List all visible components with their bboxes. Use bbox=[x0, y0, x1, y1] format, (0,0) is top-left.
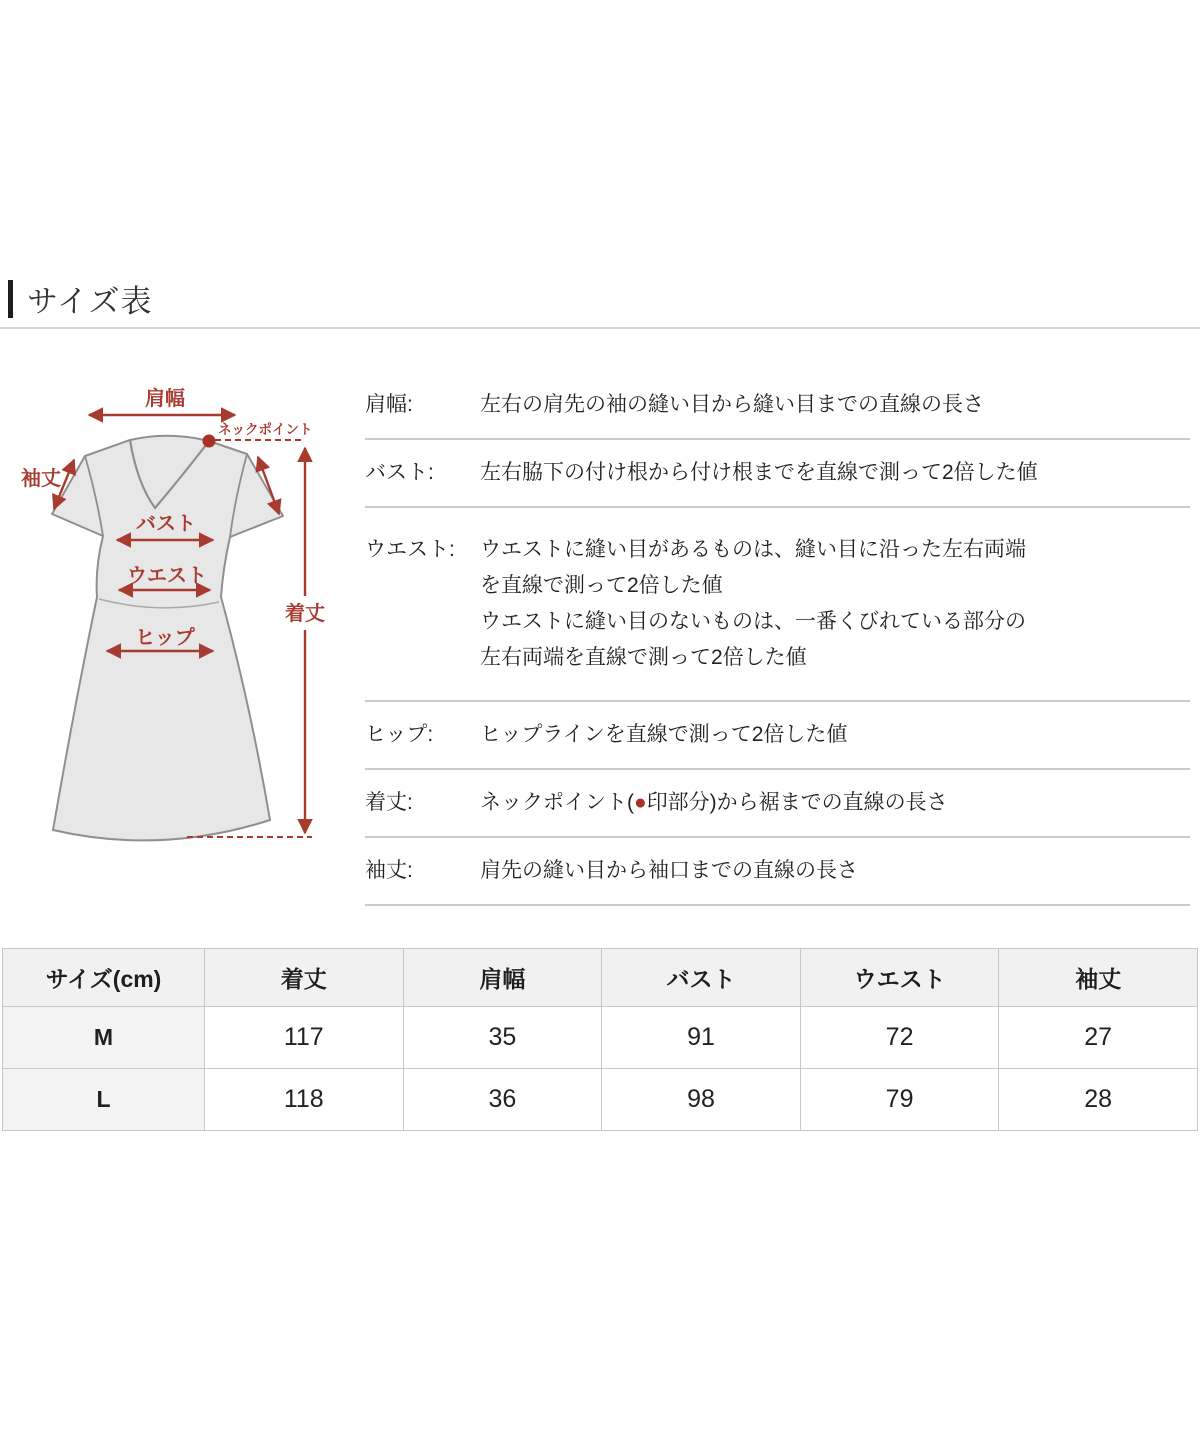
neck-point-label: ネックポイント bbox=[218, 422, 313, 437]
hip-label: ヒップ bbox=[135, 627, 195, 649]
definition-row-hip bbox=[365, 702, 1190, 770]
definition-row-bust bbox=[365, 440, 1190, 508]
column-header-waist: ウエスト bbox=[800, 949, 999, 1007]
neck-point-dot bbox=[203, 435, 216, 448]
definition-line: 肩先の縫い目から袖口までの直線の長さ bbox=[480, 859, 858, 882]
definition-text bbox=[480, 785, 1190, 821]
dress-diagram-svg bbox=[15, 383, 355, 863]
definition-line bbox=[480, 785, 1190, 821]
sleeve-length-label: 袖丈 bbox=[21, 468, 61, 490]
length-label: 着丈 bbox=[285, 603, 325, 625]
definition-term: 袖丈: bbox=[365, 859, 413, 882]
definition-line: 左右両端を直線で測って2倍した値 bbox=[480, 646, 807, 669]
page-title: サイズ表 bbox=[27, 284, 153, 319]
value-cell: 98 bbox=[602, 1069, 801, 1131]
definition-text bbox=[480, 532, 1190, 676]
column-header-bust: バスト bbox=[602, 949, 801, 1007]
definition-term: 着丈: bbox=[365, 791, 413, 814]
table-row-size-l bbox=[3, 1069, 1198, 1131]
value-cell: 117 bbox=[205, 1007, 404, 1069]
definition-term: バスト: bbox=[365, 461, 434, 484]
definition-line: ウエストに縫い目があるものは、縫い目に沿った左右両端 bbox=[480, 538, 1026, 561]
column-header-sleeve: 袖丈 bbox=[999, 949, 1198, 1007]
value-cell: 27 bbox=[999, 1007, 1198, 1069]
red-dot-glyph: ● bbox=[634, 791, 647, 814]
shoulder-width-label: 肩幅 bbox=[145, 388, 185, 410]
title-accent-bar bbox=[8, 280, 13, 318]
column-header-shoulder: 肩幅 bbox=[403, 949, 602, 1007]
definition-row-waist bbox=[365, 508, 1190, 702]
column-header-size: サイズ(cm) bbox=[3, 949, 205, 1007]
section-title-row bbox=[8, 276, 153, 321]
definition-text bbox=[480, 717, 1190, 753]
waist-label: ウエスト bbox=[127, 565, 207, 587]
definition-line: 左右の肩先の袖の縫い目から縫い目までの直線の長さ bbox=[480, 393, 984, 416]
definition-term: ヒップ: bbox=[365, 723, 434, 746]
definition-text bbox=[480, 455, 1190, 491]
bust-label: バスト bbox=[136, 513, 196, 535]
size-table-header-row bbox=[3, 949, 1198, 1007]
dress-measurement-diagram bbox=[15, 383, 355, 863]
value-cell: 91 bbox=[602, 1007, 801, 1069]
definition-line: ウエストに縫い目のないものは、一番くびれている部分の bbox=[480, 610, 1026, 633]
value-cell: 35 bbox=[403, 1007, 602, 1069]
definition-line: を直線で測って2倍した値 bbox=[480, 574, 723, 597]
size-cell: L bbox=[3, 1069, 205, 1131]
definition-text-after-dot: 印部分)から裾までの直線の長さ bbox=[646, 791, 948, 814]
definition-row-length bbox=[365, 770, 1190, 838]
value-cell: 28 bbox=[999, 1069, 1198, 1131]
measurement-definitions-list bbox=[365, 383, 1190, 906]
definition-text-before-dot: ネックポイント( bbox=[480, 791, 634, 814]
definition-line: 左右脇下の付け根から付け根までを直線で測って2倍した値 bbox=[480, 461, 1038, 484]
value-cell: 72 bbox=[800, 1007, 999, 1069]
value-cell: 79 bbox=[800, 1069, 999, 1131]
table-row-size-m bbox=[3, 1007, 1198, 1069]
value-cell: 118 bbox=[205, 1069, 404, 1131]
size-table bbox=[2, 948, 1198, 1131]
definition-term: ウエスト: bbox=[365, 538, 455, 561]
definition-row-shoulder bbox=[365, 383, 1190, 440]
definition-text bbox=[480, 387, 1190, 423]
column-header-length: 着丈 bbox=[205, 949, 404, 1007]
definition-text bbox=[480, 853, 1190, 889]
definition-line: ヒップラインを直線で測って2倍した値 bbox=[480, 723, 848, 746]
definition-row-sleeve bbox=[365, 838, 1190, 906]
title-divider bbox=[0, 327, 1200, 329]
size-cell: M bbox=[3, 1007, 205, 1069]
value-cell: 36 bbox=[403, 1069, 602, 1131]
definition-term: 肩幅: bbox=[365, 393, 413, 416]
